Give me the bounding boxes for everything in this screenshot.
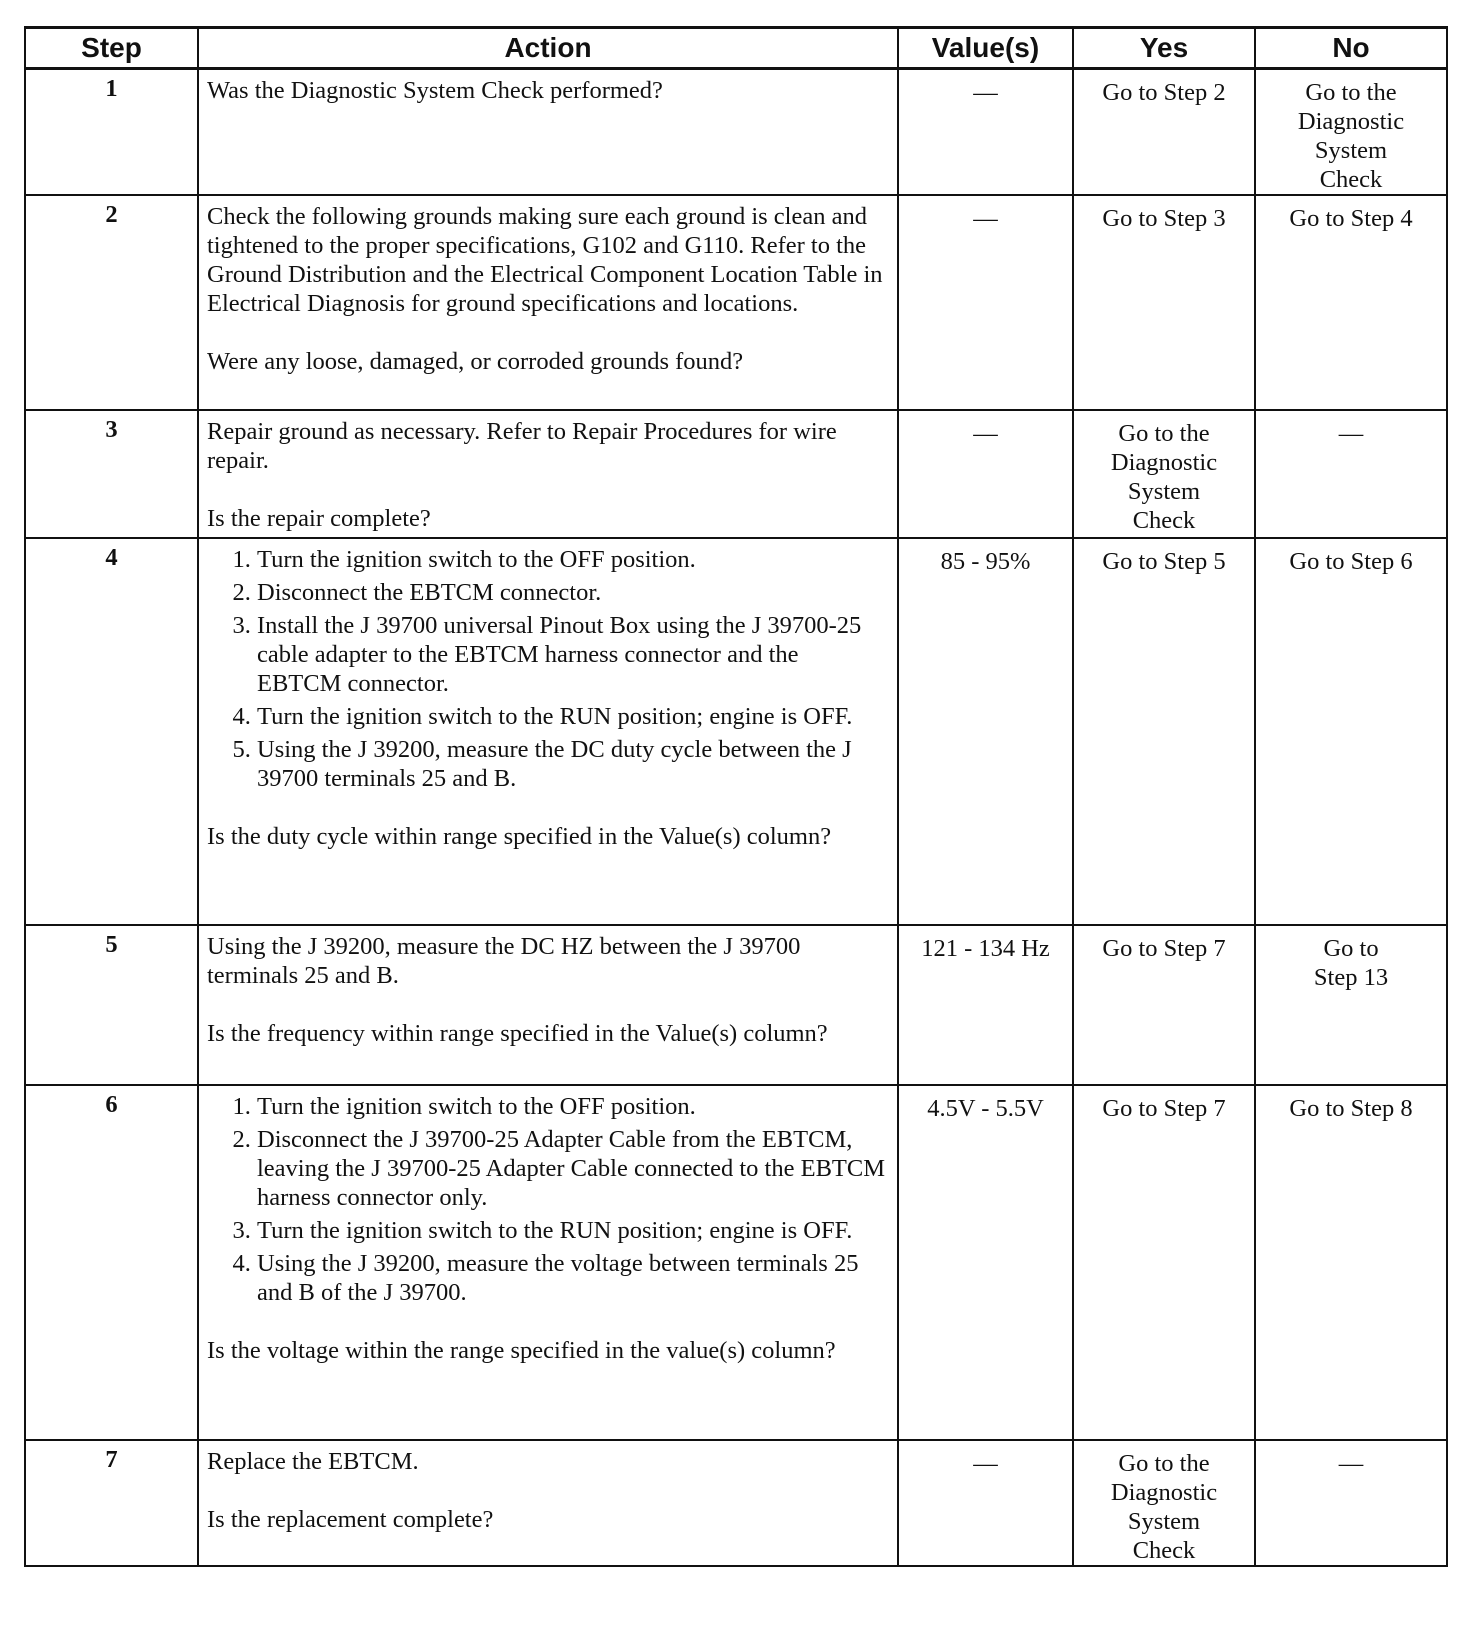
list-item: 1. Turn the ignition switch to the OFF position.: [257, 1092, 887, 1121]
no-cell: Go to Step 4: [1255, 195, 1447, 410]
list-item: 1. Turn the ignition switch to the OFF position.: [257, 545, 887, 574]
action-cell: [198, 69, 898, 196]
list-item: 2. Disconnect the EBTCM connector.: [257, 578, 887, 607]
header-row: [25, 28, 1447, 69]
table-row: [25, 538, 1447, 925]
no-text: Go to the Diagnostic System Check: [1297, 79, 1405, 193]
no-text: Go to Step 13: [1313, 935, 1389, 991]
list-item: 4. Using the J 39200, measure the voltage between terminals 25 and B of the J 39700.: [257, 1249, 887, 1307]
value-cell: —: [898, 195, 1073, 410]
action-cell: [198, 410, 898, 538]
list-item: 2. Disconnect the J 39700-25 Adapter Cable from the EBTCM, leaving the J 39700-25 Adapter Cable connected to the EBTCM harness connector only.: [257, 1125, 887, 1212]
step-number: 2: [25, 195, 198, 410]
step-number: 7: [25, 1440, 198, 1566]
value-cell: 121 - 134 Hz: [898, 925, 1073, 1085]
action-question: Is the replacement complete?: [207, 1506, 494, 1533]
step-number: 1: [25, 69, 198, 196]
action-question: Is the repair complete?: [207, 505, 431, 532]
action-question: Is the duty cycle within range specified in the Value(s) column?: [207, 823, 832, 850]
action-question: Is the voltage within the range specified in the value(s) column?: [207, 1337, 836, 1364]
action-text: Repair ground as necessary. Refer to Repair Procedures for wire repair.: [207, 418, 837, 474]
value-cell: 85 - 95%: [898, 538, 1073, 925]
action-text: Replace the EBTCM.: [207, 1448, 419, 1475]
list-item: 5. Using the J 39200, measure the DC duty cycle between the J 39700 terminals 25 and B.: [257, 735, 887, 793]
action-cell: [198, 1085, 898, 1440]
action-cell: [198, 195, 898, 410]
yes-cell: Go to Step 7: [1073, 925, 1255, 1085]
table-row: [25, 1440, 1447, 1566]
value-cell: —: [898, 69, 1073, 196]
yes-cell: Go to Step 2: [1073, 69, 1255, 196]
value-cell: —: [898, 410, 1073, 538]
action-steps-list: [207, 545, 887, 793]
no-cell: [1255, 69, 1447, 196]
no-cell: Go to Step 6: [1255, 538, 1447, 925]
header-yes: Yes: [1073, 28, 1255, 69]
table-row: [25, 1085, 1447, 1440]
action-text: Check the following grounds making sure each ground is clean and tightened to the proper specifications, G102 and G110. Refer to the Ground Distribution and the Electrical Component Location Table in Electrical Diagnosis for ground specifications and locations.: [207, 203, 883, 317]
value-cell: —: [898, 1440, 1073, 1566]
diagnostic-table: [24, 26, 1448, 1567]
list-item: 3. Turn the ignition switch to the RUN position; engine is OFF.: [257, 1216, 887, 1245]
yes-cell: [1073, 410, 1255, 538]
no-cell: Go to Step 8: [1255, 1085, 1447, 1440]
yes-cell: [1073, 1440, 1255, 1566]
action-question: Is the frequency within range specified in the Value(s) column?: [207, 1020, 828, 1047]
step-number: 3: [25, 410, 198, 538]
action-text: Was the Diagnostic System Check performed?: [207, 77, 663, 104]
yes-text: Go to the Diagnostic System Check: [1110, 420, 1218, 534]
value-cell: 4.5V - 5.5V: [898, 1085, 1073, 1440]
action-cell: [198, 538, 898, 925]
action-cell: [198, 1440, 898, 1566]
action-cell: [198, 925, 898, 1085]
action-text: Using the J 39200, measure the DC HZ between the J 39700 terminals 25 and B.: [207, 933, 801, 989]
table-row: [25, 69, 1447, 196]
no-cell: —: [1255, 1440, 1447, 1566]
no-cell: —: [1255, 410, 1447, 538]
no-cell: [1255, 925, 1447, 1085]
table-row: [25, 925, 1447, 1085]
header-values: Value(s): [898, 28, 1073, 69]
table-row: [25, 410, 1447, 538]
step-number: 6: [25, 1085, 198, 1440]
header-action: Action: [198, 28, 898, 69]
step-number: 5: [25, 925, 198, 1085]
yes-cell: Go to Step 3: [1073, 195, 1255, 410]
header-step: Step: [25, 28, 198, 69]
table-row: [25, 195, 1447, 410]
header-no: No: [1255, 28, 1447, 69]
action-question: Were any loose, damaged, or corroded grounds found?: [207, 348, 744, 375]
list-item: 3. Install the J 39700 universal Pinout Box using the J 39700-25 cable adapter to the EBTCM harness connector and the EBTCM connector.: [257, 611, 887, 698]
yes-text: Go to the Diagnostic System Check: [1110, 1450, 1218, 1564]
step-number: 4: [25, 538, 198, 925]
action-steps-list: [207, 1092, 887, 1307]
list-item: 4. Turn the ignition switch to the RUN position; engine is OFF.: [257, 702, 887, 731]
yes-cell: Go to Step 5: [1073, 538, 1255, 925]
yes-cell: Go to Step 7: [1073, 1085, 1255, 1440]
